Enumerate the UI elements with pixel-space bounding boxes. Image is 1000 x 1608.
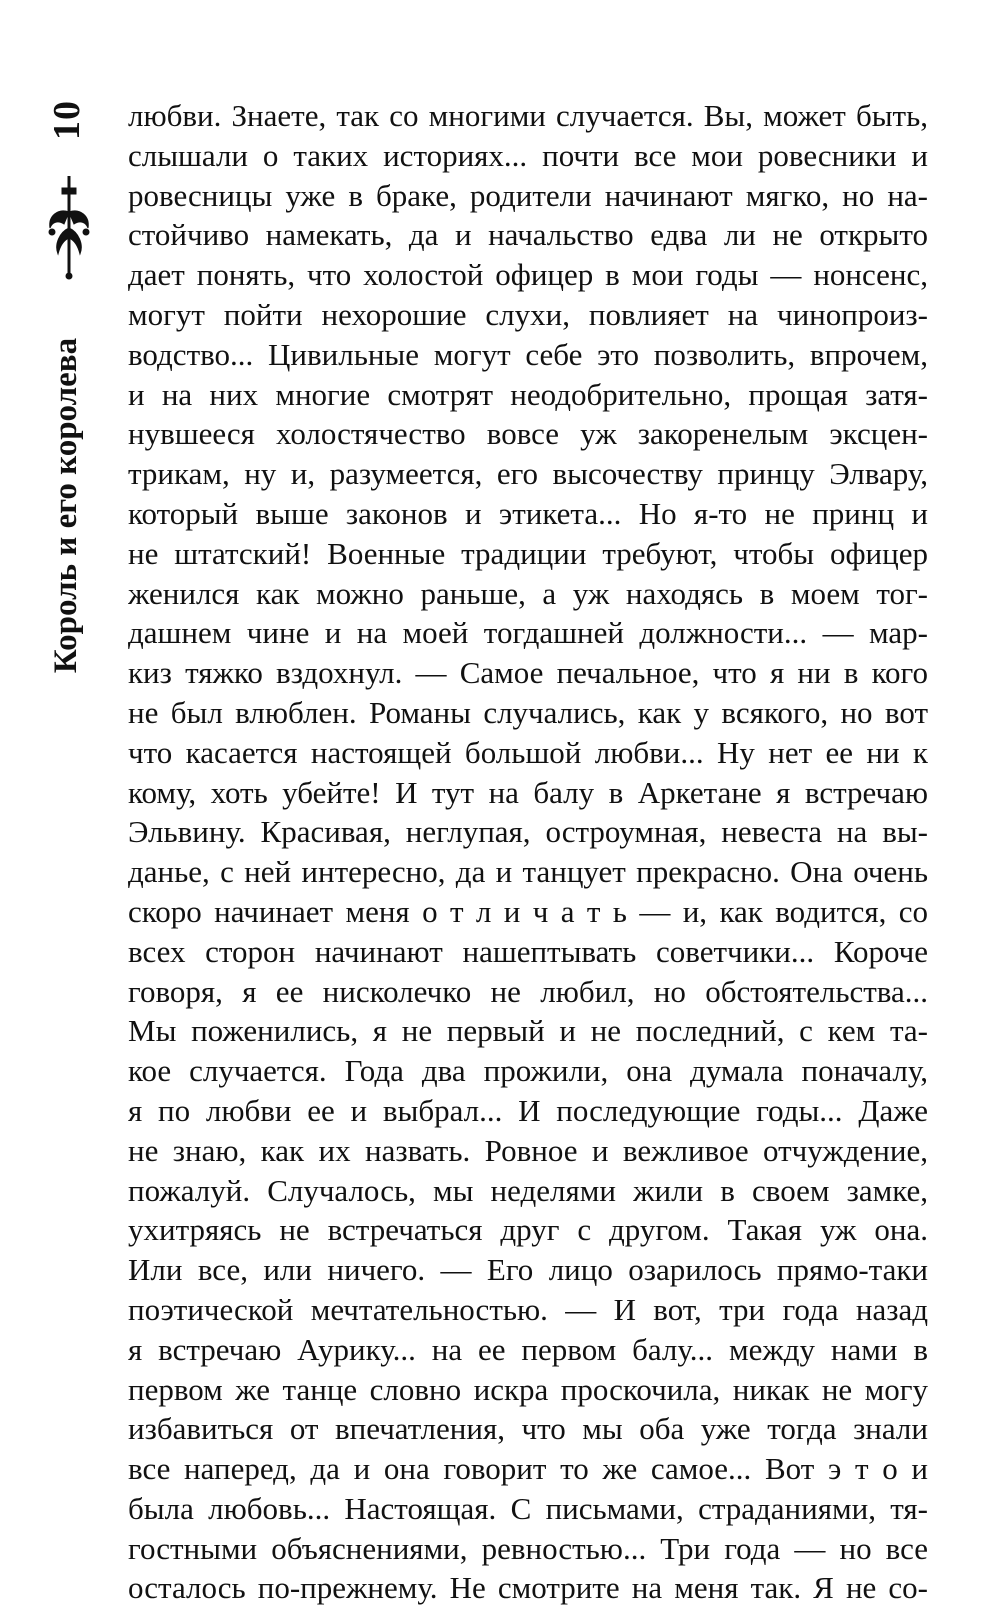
- text-line: не штатский! Военные традиции требуют, чтобы офицер: [128, 535, 928, 571]
- running-title-text: Король и его королева: [48, 337, 85, 673]
- text-line: кому, хоть убейте! И тут на балу в Аркетане я встречаю: [128, 774, 928, 810]
- text-line: первом же танце словно искра проскочила, никак не могу: [128, 1371, 928, 1407]
- text-line: не знаю, как их назвать. Ровное и вежливое отчуждение,: [128, 1132, 928, 1168]
- text-line: дает понять, что холостой офицер в мои годы — нонсенс,: [128, 257, 928, 293]
- text-line: Мы поженились, я не первый и не последний, с кем та-: [128, 1013, 928, 1049]
- text-line: ровесницы уже в браке, родители начинают мягко, но на-: [128, 177, 928, 213]
- text-line: водство... Цивильные могут себе это позволить, впрочем,: [128, 336, 928, 372]
- page-number: [22, 90, 112, 150]
- running-title: [22, 305, 112, 705]
- text-line: любви. Знаете, так со многими случается. Вы, может быть,: [128, 98, 928, 133]
- text-line: кое случается. Года два прожили, она думала поначалу,: [128, 1053, 928, 1089]
- text-line: поэтической мечтательностью. — И вот, три года назад: [128, 1291, 928, 1327]
- text-line: не был влюблен. Романы случались, как у всякого, но вот: [128, 694, 928, 730]
- running-header: [22, 90, 112, 710]
- text-line: могут пойти нехорошие слухи, повлияет на чинопроиз-: [128, 296, 928, 332]
- text-line: говоря, я ее нисколечко не любил, но обстоятельства...: [128, 973, 928, 1009]
- text-line: нувшееся холостячество вовсе уж закоренелым эксцен-: [128, 416, 928, 452]
- sword-ornament-icon: [40, 172, 98, 282]
- text-line: и на них многие смотрят неодобрительно, прощая затя-: [128, 376, 928, 412]
- text-line: женился как можно раньше, а уж находясь в моем тог-: [128, 575, 928, 611]
- text-line: скоро начинает меня о т л и ч а т ь — и, как водится, со: [128, 893, 928, 929]
- text-line: который выше законов и этикета... Но я-то не принц и: [128, 495, 928, 531]
- text-line: все наперед, да и она говорит то же самое... Вот э т о и: [128, 1451, 928, 1487]
- text-line: данье, с ней интересно, да и танцует прекрасно. Она очень: [128, 854, 928, 890]
- text-line: слышали о таких историях... почти все мои ровесники и: [128, 137, 928, 173]
- text-line: стойчиво намекать, да и начальство едва ли не открыто: [128, 217, 928, 253]
- text-line: Или все, или ничего. — Его лицо озарилось прямо-таки: [128, 1252, 928, 1288]
- text-line: киз тяжко вздохнул. — Самое печальное, что я ни в кого: [128, 655, 928, 691]
- text-line: пожалуй. Случалось, мы неделями жили в своем замке,: [128, 1172, 928, 1208]
- text-line: гостными объяснениями, ревностью... Три года — но все: [128, 1530, 928, 1566]
- text-line: трикам, ну и, разумеется, его высочеству принцу Элвару,: [128, 456, 928, 492]
- page-number-text: 10: [46, 100, 88, 140]
- text-line: была любовь... Настоящая. С письмами, страданиями, тя-: [128, 1490, 928, 1526]
- text-line: осталось по-прежнему. Не смотрите на меня так. Я не со-: [128, 1570, 928, 1606]
- text-line: дашнем чине и на моей тогдашней должности... — мар-: [128, 615, 928, 651]
- text-line: я встречаю Аурику... на ее первом балу... между нами в: [128, 1331, 928, 1367]
- text-line: Эльвину. Красивая, неглупая, остроумная, невеста на вы-: [128, 814, 928, 850]
- text-line: всех сторон начинают нашептывать советчики... Короче: [128, 933, 928, 969]
- text-line: что касается настоящей большой любви... Ну нет ее ни к: [128, 734, 928, 770]
- text-line: избавиться от впечатления, что мы оба уже тогда знали: [128, 1411, 928, 1447]
- text-line: я по любви ее и выбрал... И последующие годы... Даже: [128, 1092, 928, 1128]
- body-text: [128, 96, 928, 1608]
- text-line: ухитряясь не встречаться друг с другом. Такая уж она.: [128, 1212, 928, 1248]
